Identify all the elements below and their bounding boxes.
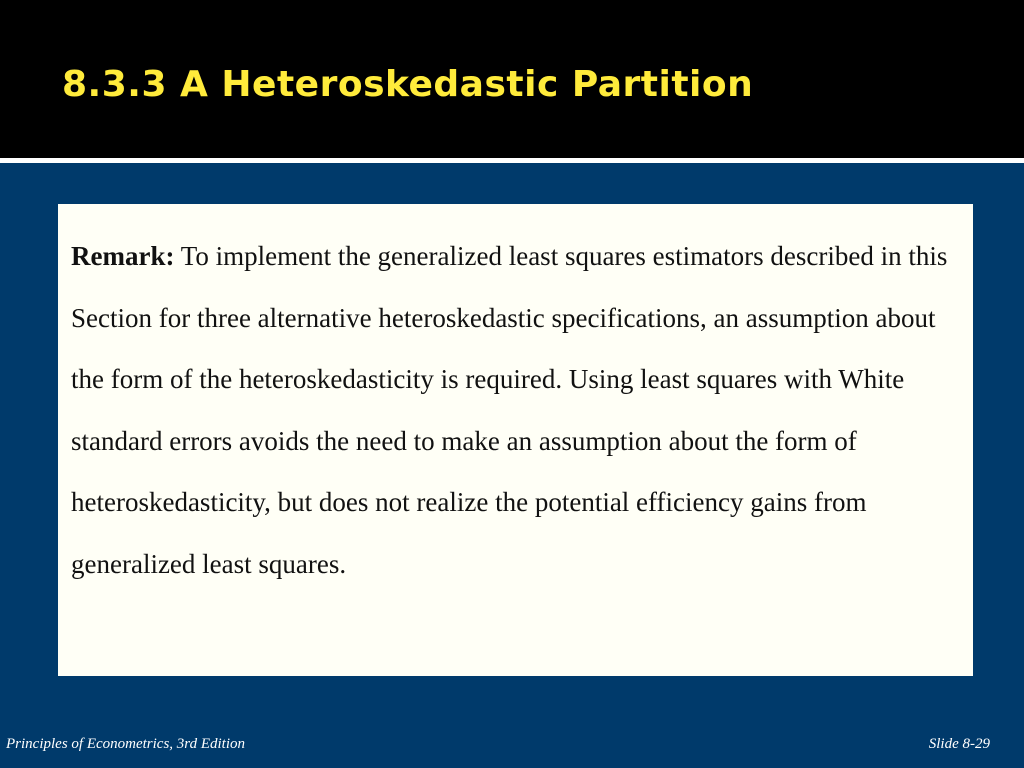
- remark-label: Remark:: [71, 241, 175, 271]
- slide-title: 8.3.3 A Heteroskedastic Partition: [62, 64, 754, 105]
- footer-book-title: Principles of Econometrics, 3rd Edition: [6, 736, 245, 752]
- content-box: [58, 204, 973, 676]
- remark-paragraph: [71, 226, 959, 595]
- remark-text: To implement the generalized least squares estimators described in this Section for three alternative heteroskedastic specifications, an assumption about the form of the heteroskedasticity is required. Using least squares with White standard errors avoids the need to make an assumption about the form of heteroskedasticity, but does not realize the potential efficiency gains from generalized least squares.: [71, 241, 948, 579]
- title-divider: [0, 158, 1024, 163]
- footer-slide-number: Slide 8-29: [928, 736, 990, 752]
